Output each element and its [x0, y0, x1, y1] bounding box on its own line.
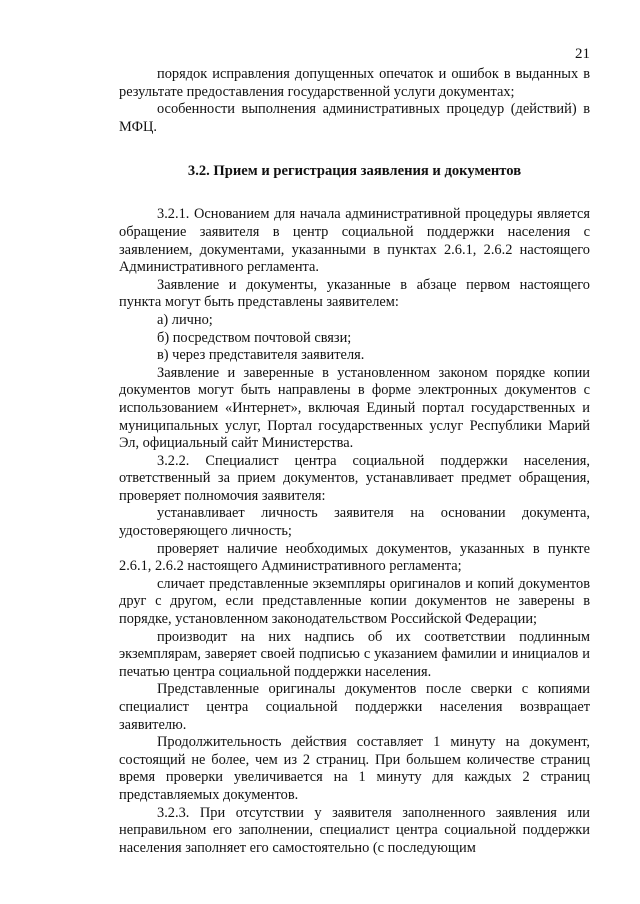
paragraph-3-2-2: 3.2.2. Специалист центра социальной поддержки населения, ответственный за прием документов, устанавливает предмет обращения, проверяет полномочия заявителя: — [119, 452, 590, 504]
intro-paragraph-2: особенности выполнения административных процедур (действий) в МФЦ. — [119, 101, 590, 135]
paragraph-certify-copies: производит на них надпись об их соответствии подлинным экземплярам, заверяет своей подписью с указанием фамилии и инициалов и печатью центра социальной поддержки населения. — [119, 628, 590, 680]
paragraph-electronic-submission: Заявление и заверенные в установленном законом порядке копии документов могут быть направлены в форме электронных документов с использованием «Интернет», включая Единый портал государственных и муниципальных услуг, Портал государственных услуг Республики Марий Эл, официальный сайт Министерства. — [119, 364, 590, 452]
list-item-v: в) через представителя заявителя. — [157, 347, 365, 364]
document-body — [119, 66, 590, 857]
paragraph-documents-check: проверяет наличие необходимых документов, указанных в пункте 2.6.1, 2.6.2 настоящего Административного регламента; — [119, 540, 590, 575]
page-number: 21 — [575, 46, 590, 62]
paragraph-return-originals: Представленные оригиналы документов после сверки с копиями специалист центра социальной поддержки населения возвращает заявителю. — [119, 681, 590, 733]
paragraph-3-2-3: 3.2.3. При отсутствии у заявителя заполненного заявления или неправильном его заполнении, специалист центра социальной поддержки населения заполняет его самостоятельно (с последующим — [119, 804, 590, 856]
intro-paragraph-1: порядок исправления допущенных опечаток и ошибок в выданных в результате предоставления государственной услуги документах; — [119, 66, 590, 100]
paragraph-3-2-1: 3.2.1. Основанием для начала административной процедуры является обращение заявителя в центр социальной поддержки населения с заявлением, документами, указанными в пунктах 2.6.1, 2.6.2 настоящего Административного регламента. — [119, 206, 590, 276]
paragraph-submission-methods: Заявление и документы, указанные в абзаце первом настоящего пункта могут быть представлены заявителем: — [119, 276, 590, 311]
paragraph-compare-copies: сличает представленные экземпляры оригиналов и копий документов друг с другом, если представленные копии документов не заверены в порядке, установленном законодательством Российской Федерации; — [119, 575, 590, 628]
list-item-b: б) посредством почтовой связи; — [157, 329, 352, 346]
paragraph-identity-check: устанавливает личность заявителя на основании документа, удостоверяющего личность; — [119, 505, 590, 540]
section-heading: 3.2. Прием и регистрация заявления и документов — [187, 163, 522, 180]
list-item-a: а) лично; — [157, 311, 213, 328]
paragraph-duration: Продолжительность действия составляет 1 минуту на документ, состоящий не более, чем из 2 страниц. При большем количестве страниц время проверки увеличивается на 1 минуту для каждых 2 страниц представляемых документов. — [119, 734, 590, 803]
